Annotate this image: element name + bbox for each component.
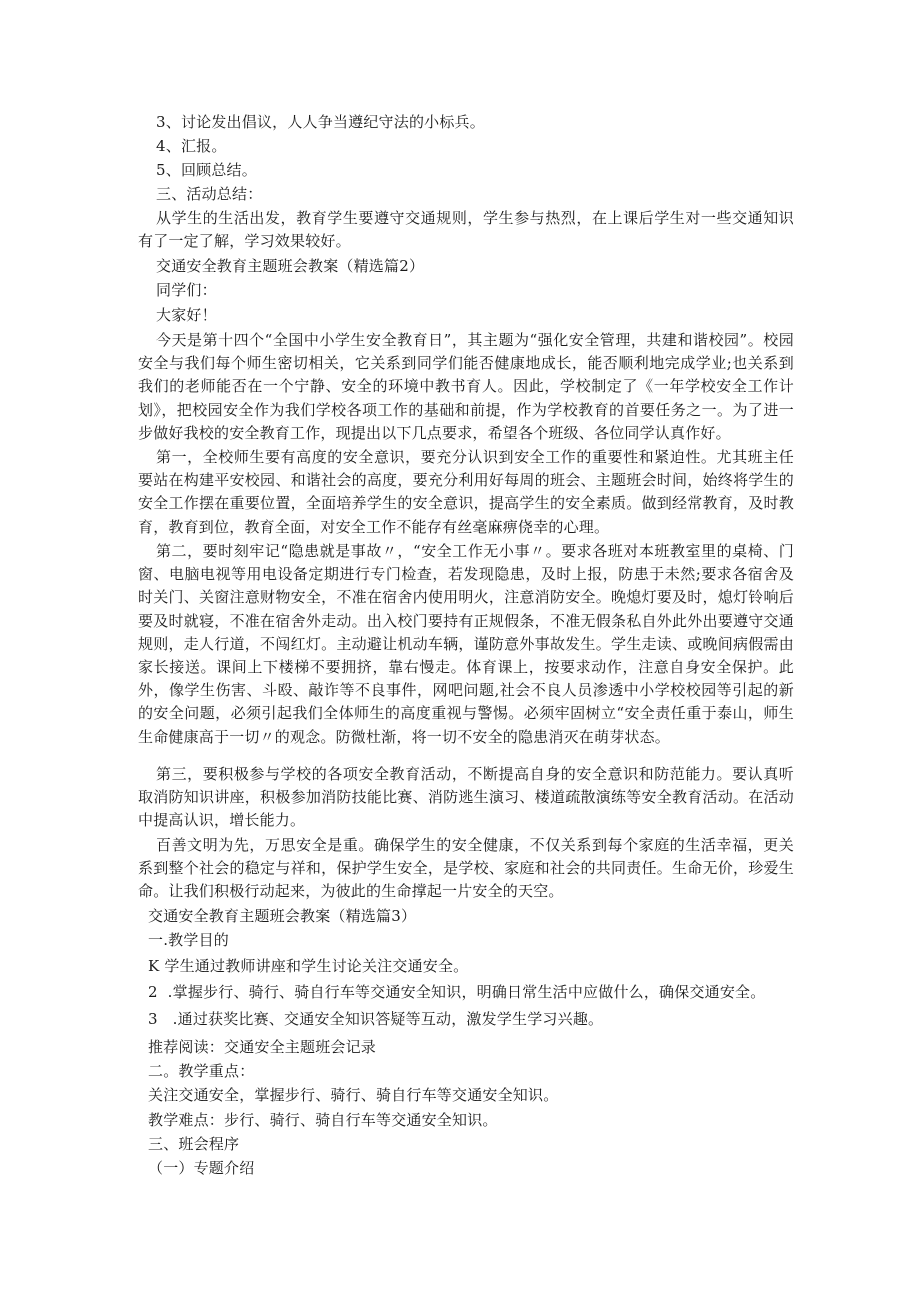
paragraph: 今天是第十四个“全国中小学生安全教育日”，其主题为“强化安全管理，共建和谐校园”。校园安全与我们每个师生密切相关，它关系到同学们能否健康地成长，能否顺利地完成学业;也关系到我们的老师能否在一个宁静、安全的环境中教书育人。因此，学校制定了《一年学校安全工作计划》，把校园安全作为我们学校各项工作的基础和前提，作为学校教育的首要任务之一。为了进一步做好我校的安全教育工作，现提出以下几点要求，希望各个班级、各位同学认真作好。 — [138, 331, 794, 442]
paragraph: 百善文明为先，万思安全是重。确保学生的安全健康，不仅关系到每个家庭的生活幸福，更关系到整个社会的稳定与祥和，保护学生安全，是学校、家庭和社会的共同责任。生命无价，珍爱生命。让我们积极行动起来，为彼此的生命撑起一片安全的天空。 — [138, 836, 794, 901]
text-line: 关注交通安全，掌握步行、骑行、骑自行车等交通安全知识。 — [148, 1086, 559, 1104]
text-line: 教学难点：步行、骑行、骑自行车等交通安全知识。 — [148, 1111, 498, 1129]
text-line: 推荐阅读：交通安全主题班会记录 — [148, 1038, 377, 1056]
paragraph: 第二，要时刻牢记“隐患就是事故〃，“安全工作无小事〃。要求各班对本班教室里的桌椅、门窗、电脑电视等用电设备定期进行专门检查，若发现隐患，及时上报，防患于未然;要求各宿舍及时关门、关窗注意财物安全，不准在宿舍内使用明火，注意消防安全。晚熄灯要及时，熄灯铃响后要及时就寝，不准在宿舍外走动。出入校门要持有正规假条，不准无假条私自外此外出要遵守交通规则，走人行道，不闯红灯。主动避让机动车辆，谨防意外事故发生。学生走读、或晚间病假需由家长接送。课间上下楼梯不要拥挤，靠右慢走。体育课上，按要求动作，注意自身安全保护。此外，像学生伤害、斗殴、敲诈等不良事件，网吧问题,社会不良人员渗透中小学校校园等引起的新的安全问题，必须引起我们全体师生的高度重视与警惕。必须牢固树立“安全责任重于泰山，师生生命健康高于一切〃的观念。防微杜渐，将一切不安全的隐患消灭在萌芽状态。 — [138, 542, 794, 746]
article-title: 交通安全教育主题班会教案（精选篇2） — [156, 257, 425, 275]
section-heading: 二。教学重点： — [148, 1062, 255, 1080]
subsection-heading: （一）专题介绍 — [148, 1159, 255, 1177]
text-line: 5、回顾总结。 — [156, 161, 257, 179]
paragraph: 第一，全校师生要有高度的安全意识，要充分认识到安全工作的重要性和紧迫性。尤其班主任要站在构建平安校园、和谐社会的高度，要充分利用好每周的班会、主题班会时间，始终将学生的安全工作摆在重要位置，全面培养学生的安全意识，提高学生的安全素质。做到经常教育，及时教育，教育到位，教育全面，对安全工作不能存有丝毫麻痹侥幸的心理。 — [138, 448, 794, 536]
greeting: 大家好！ — [156, 306, 217, 324]
paragraph: 第三，要积极参与学校的各项安全教育活动，不断提高自身的安全意识和防范能力。要认真听取消防知识讲座，积极参加消防技能比赛、消防逃生演习、楼道疏散演练等安全教育活动。在活动中提高认识，增长能力。 — [138, 765, 794, 830]
list-item: 2 .掌握步行、骑行、骑自行车等交通安全知识，明确日常生活中应做什么，确保交通安全。 — [148, 983, 766, 1001]
section-heading: 三、活动总结： — [156, 185, 263, 203]
section-heading: 三、班会程序 — [148, 1135, 240, 1153]
salutation: 同学们： — [156, 281, 217, 299]
section-heading: 一.教学目的 — [148, 931, 229, 949]
text-line: 3、讨论发出倡议，人人争当遵纪守法的小标兵。 — [156, 113, 485, 131]
text-line: 4、汇报。 — [156, 137, 227, 155]
list-item: K 学生通过教师讲座和学生讨论关注交通安全。 — [148, 957, 469, 975]
list-item: 3 .通过获奖比赛、交通安全知识答疑等互动，激发学生学习兴趣。 — [148, 1010, 604, 1028]
article-title: 交通安全教育主题班会教案（精选篇3） — [148, 907, 417, 925]
paragraph: 从学生的生活出发，教育学生要遵守交通规则，学生参与热烈，在上课后学生对一些交通知识有了一定了解，学习效果较好。 — [138, 209, 794, 251]
